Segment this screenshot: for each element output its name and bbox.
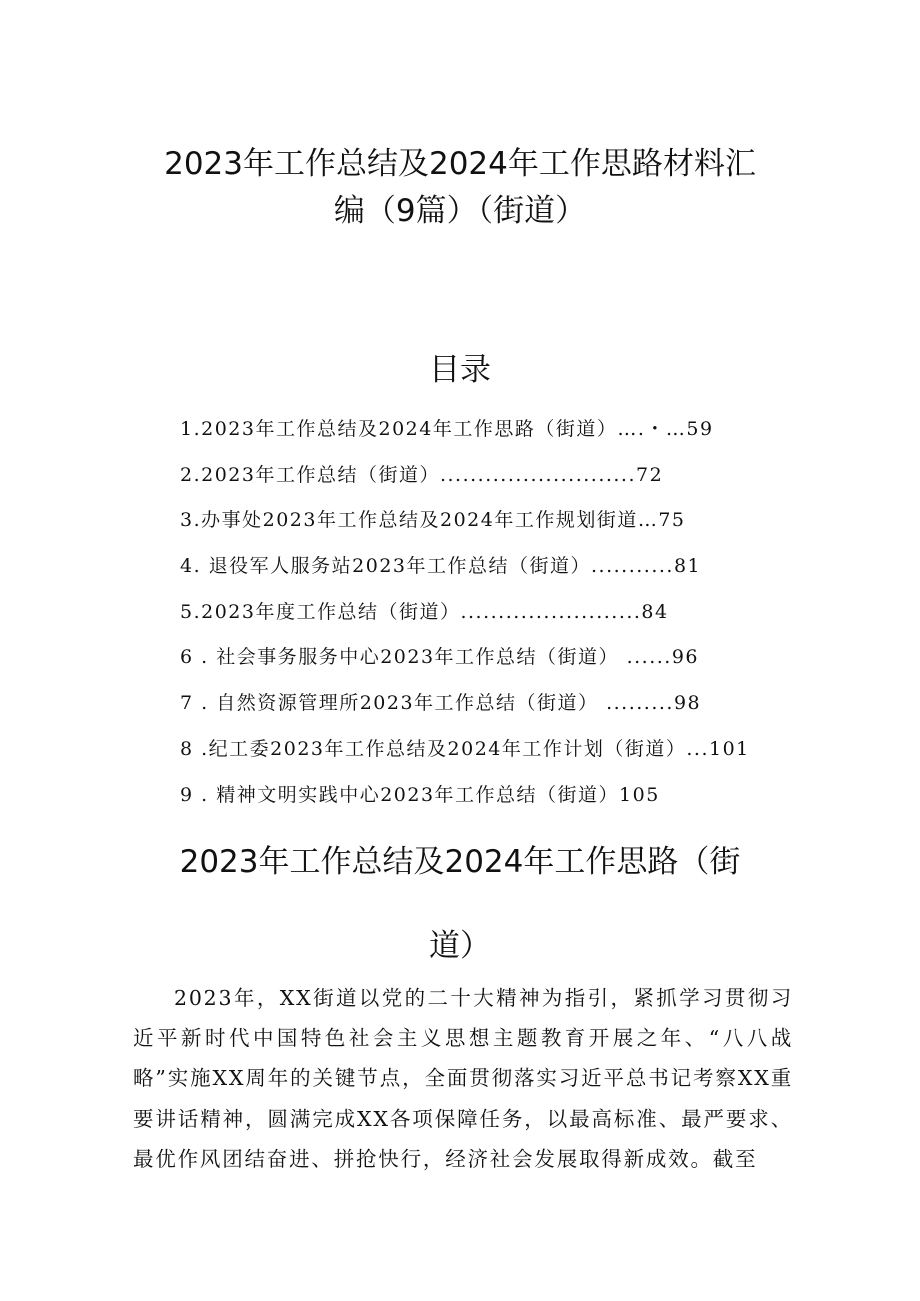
table-of-contents	[180, 414, 800, 825]
section-title-line-2: 道）	[429, 928, 491, 964]
toc-item[interactable]: 5.2023年度工作总结（街道）........................84	[180, 600, 669, 623]
toc-item[interactable]: 4. 退役军人服务站2023年工作总结（街道）...........81	[180, 555, 702, 578]
toc-item[interactable]: 7 . 自然资源管理所2023年工作总结（街道） .........98	[180, 692, 702, 715]
body-paragraph: 2023年，XX街道以党的二十大精神为指引，紧抓学习贯彻习近平新时代中国特色社会主义思想主题教育开展之年、“八八战略”实施XX周年的关键节点，全面贯彻落实习近平总书记考察XX重要讲话精神，圆满完成XX各项保障任务，以最高标准、最严要求、最优作风团结奋进、拼抢快行，经济社会发展取得新成效。截至	[133, 986, 793, 1171]
document-title-line-2: 编（9篇）（街道）	[333, 193, 587, 229]
toc-item[interactable]: 6 . 社会事务服务中心2023年工作总结（街道） ......96	[180, 646, 700, 669]
section-title-line-1: 2023年工作总结及2024年工作思路（街	[179, 844, 741, 880]
toc-item[interactable]: 3.办事处2023年工作总结及2024年工作规划街道…75	[180, 509, 686, 532]
toc-item[interactable]: 2.2023年工作总结（街道）..........................72	[180, 463, 664, 486]
toc-item[interactable]: 8 .纪工委2023年工作总结及2024年工作计划（街道）...101	[180, 737, 750, 760]
document-title-line-1: 2023年工作总结及2024年工作思路材料汇	[164, 146, 756, 182]
toc-item[interactable]: 1.2023年工作总结及2024年工作思路（街道）….・…59	[180, 418, 714, 440]
toc-heading: 目录	[429, 352, 491, 388]
toc-item[interactable]: 9 . 精神文明实践中心2023年工作总结（街道）105	[180, 783, 660, 806]
